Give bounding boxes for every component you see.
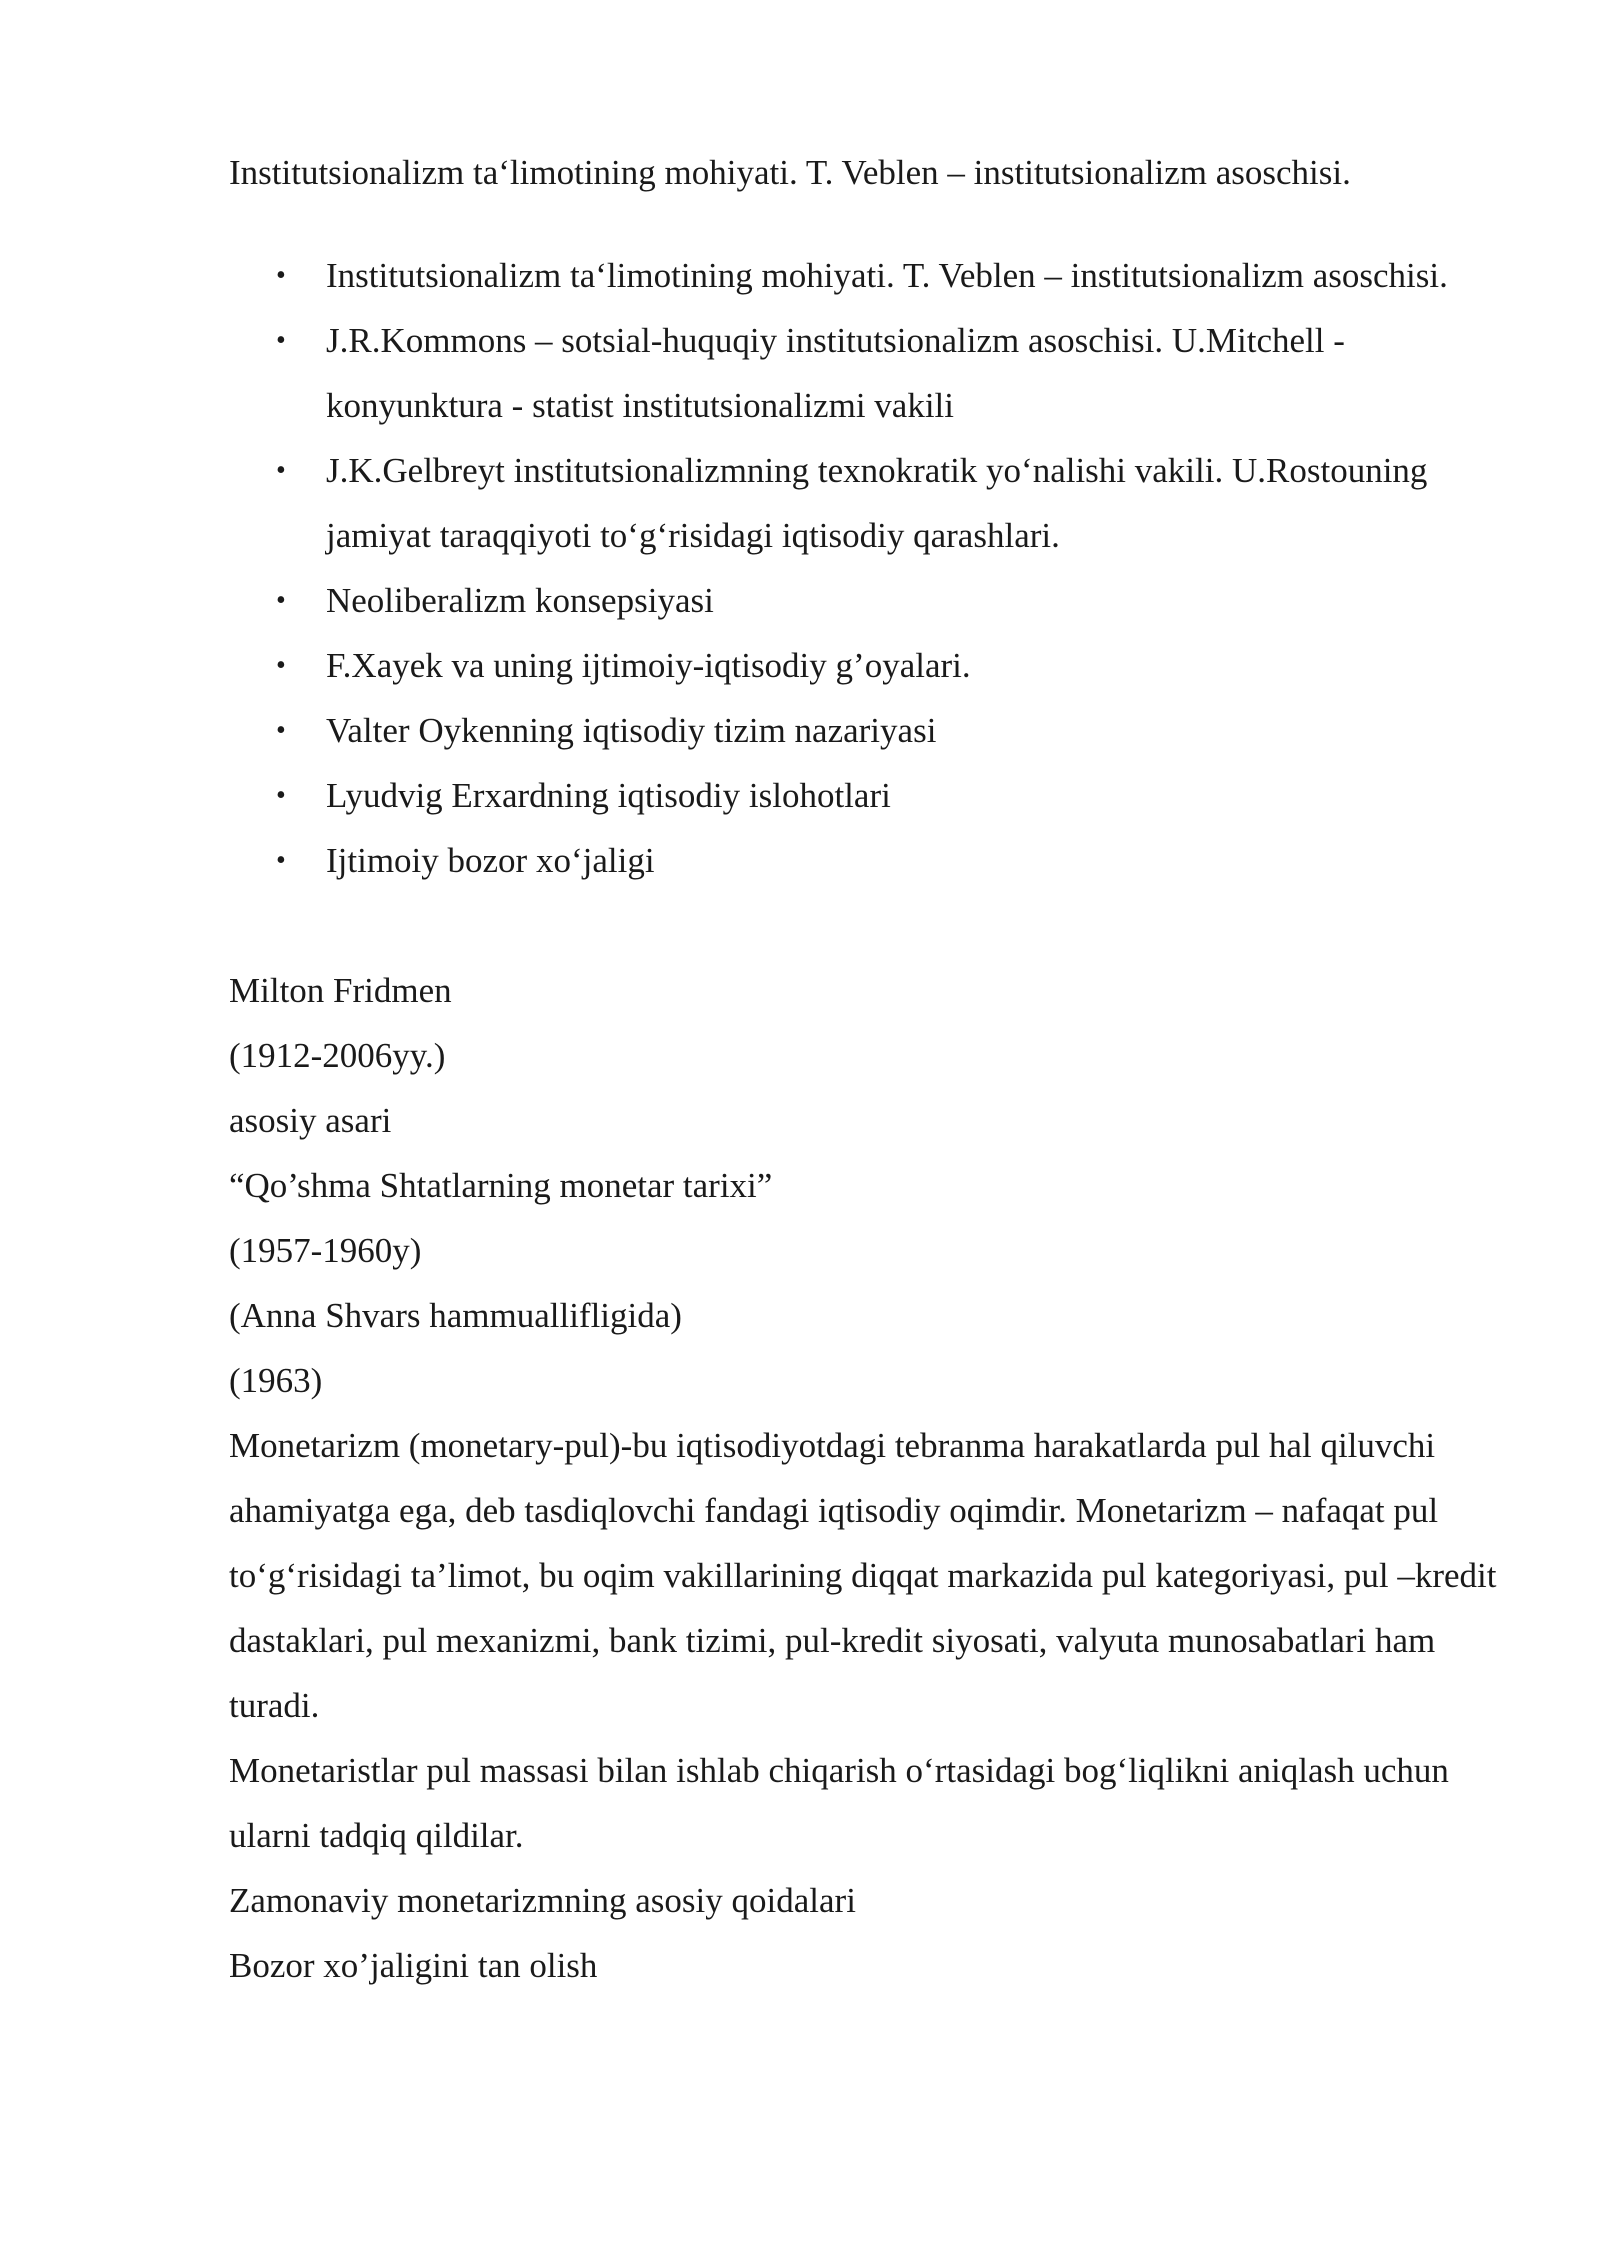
document-page [229, 140, 1509, 1998]
co-author-note: (Anna Shvars hammuallifligida) [229, 1296, 682, 1335]
bullet-icon: • [276, 260, 286, 291]
bullet-icon: • [276, 455, 286, 486]
main-work-years: (1957-1960y) [229, 1231, 422, 1270]
list-item [229, 568, 1486, 633]
publication-year: (1963) [229, 1361, 323, 1400]
list-item [229, 438, 1486, 568]
bullet-icon: • [276, 650, 286, 681]
list-item-text: Valter Oykenning iqtisodiy tizim nazariyasi [326, 711, 937, 750]
topic-list [229, 243, 1509, 893]
bullet-icon: • [276, 325, 286, 356]
bullet-icon: • [276, 715, 286, 746]
monetarism-definition-paragraph: Monetarizm (monetary-pul)-bu iqtisodiyotdagi tebranma harakatlarda pul hal qiluvchi ahamiyatga ega, deb tasdiqlovchi fandagi iqtisodiy oqimdir. Monetarizm – nafaqat pul to‘g‘risidagi ta’limot, bu oqim vakillarining diqqat markazida pul kategoriyasi, pul –kredit dastaklari, pul mexanizmi, bank tizimi, pul-kredit siyosati, valyuta munosabatlari ham turadi. [229, 1426, 1497, 1725]
list-item [229, 308, 1486, 438]
list-item [229, 243, 1486, 308]
bullet-icon: • [276, 845, 286, 876]
author-years: (1912-2006yy.) [229, 1036, 446, 1075]
list-item-text: J.K.Gelbreyt institutsionalizmning texnokratik yo‘nalishi vakili. U.Rostouning jamiyat taraqqiyoti to‘g‘risidagi iqtisodiy qarashlari. [326, 451, 1428, 555]
list-item-text: Neoliberalizm konsepsiyasi [326, 581, 714, 620]
list-item-text: Lyudvig Erxardning iqtisodiy islohotlari [326, 776, 891, 815]
list-item [229, 698, 1486, 763]
monetarists-research-paragraph: Monetaristlar pul massasi bilan ishlab chiqarish o‘rtasidagi bog‘liqlikni aniqlash uchun ularni tadqiq qildilar. [229, 1751, 1449, 1855]
main-work-title: “Qo’shma Shtatlarning monetar tarixi” [229, 1166, 773, 1205]
list-item-text: F.Xayek va uning ijtimoiy-iqtisodiy g’oyalari. [326, 646, 971, 685]
document-heading: Institutsionalizm ta‘limotining mohiyati. T. Veblen – institutsionalizm asoschisi. [229, 153, 1351, 192]
list-item-text: Ijtimoiy bozor xo‘jaligi [326, 841, 655, 880]
section-line-principles: Zamonaviy monetarizmning asosiy qoidalari [229, 1881, 856, 1920]
list-item-text: J.R.Kommons – sotsial-huquqiy institutsionalizm asoschisi. U.Mitchell - konyunktura - statist institutsionalizmi vakili [326, 321, 1345, 425]
list-item [229, 633, 1486, 698]
blank-line [229, 893, 1509, 958]
main-work-label: asosiy asari [229, 1101, 392, 1140]
author-name: Milton Fridmen [229, 971, 452, 1010]
list-item [229, 763, 1486, 828]
section-line-market: Bozor xo’jaligini tan olish [229, 1946, 598, 1985]
bullet-icon: • [276, 780, 286, 811]
bullet-icon: • [276, 585, 286, 616]
list-item-text: Institutsionalizm ta‘limotining mohiyati. T. Veblen – institutsionalizm asoschisi. [326, 256, 1448, 295]
list-item [229, 828, 1486, 893]
